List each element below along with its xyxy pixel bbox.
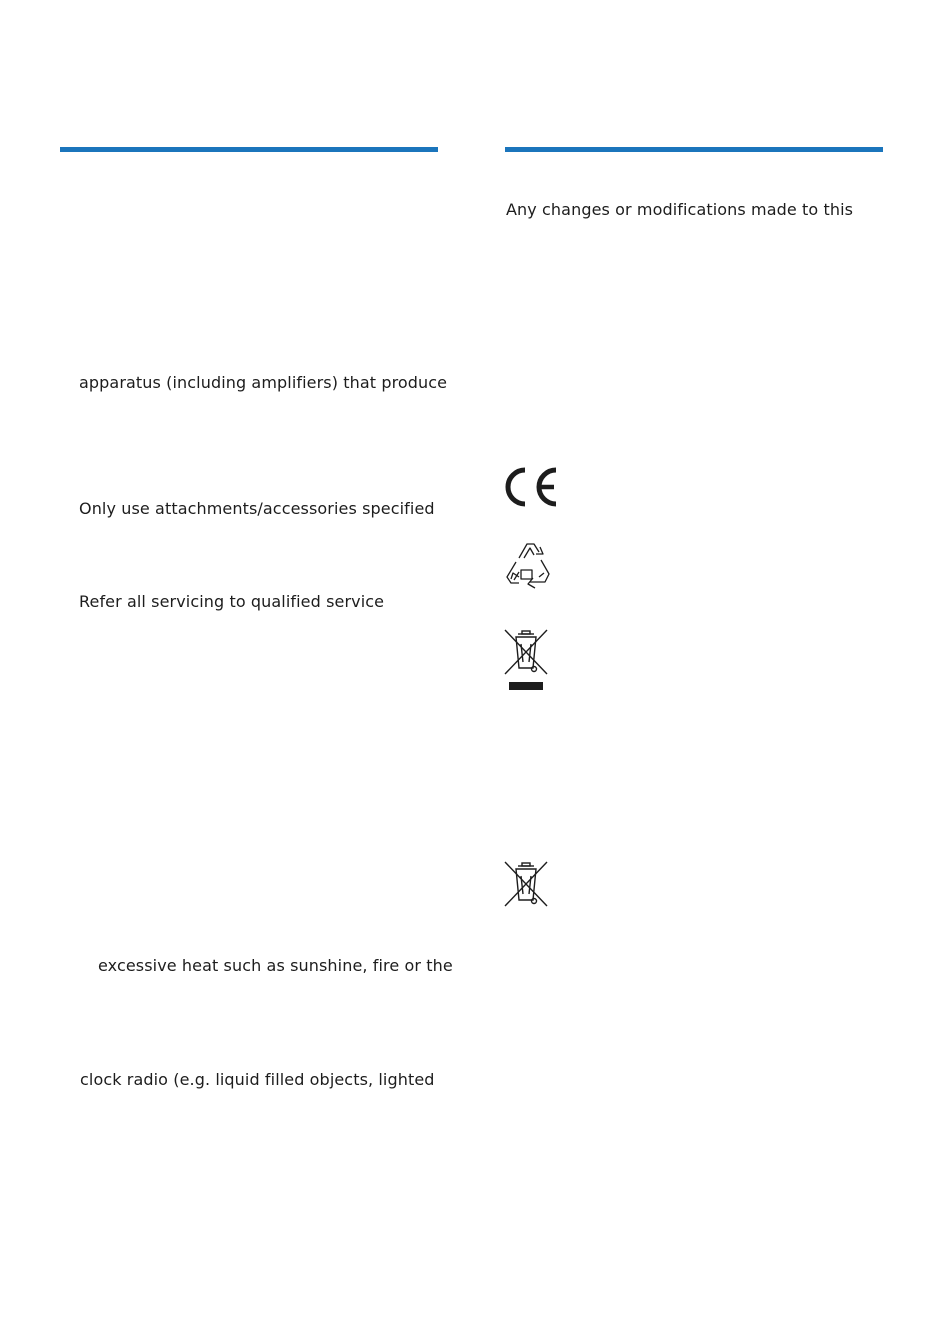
left-line-excessive-heat: excessive heat such as sunshine, fire or the [98, 956, 453, 975]
right-section-rule [505, 147, 883, 152]
crossed-bin-with-bar-icon [503, 628, 549, 692]
ce-mark-icon [503, 466, 561, 508]
crossed-bin-icon [503, 860, 549, 908]
left-line-attachments: Only use attachments/accessories specified [79, 499, 435, 518]
left-line-apparatus: apparatus (including amplifiers) that produce [79, 373, 448, 392]
recycle-icon [503, 540, 553, 590]
right-line-modifications: Any changes or modifications made to this [506, 200, 854, 219]
left-line-servicing: Refer all servicing to qualified service [79, 592, 385, 611]
left-line-clock-radio: clock radio (e.g. liquid filled objects, lighted [80, 1070, 435, 1089]
left-section-rule [60, 147, 438, 152]
